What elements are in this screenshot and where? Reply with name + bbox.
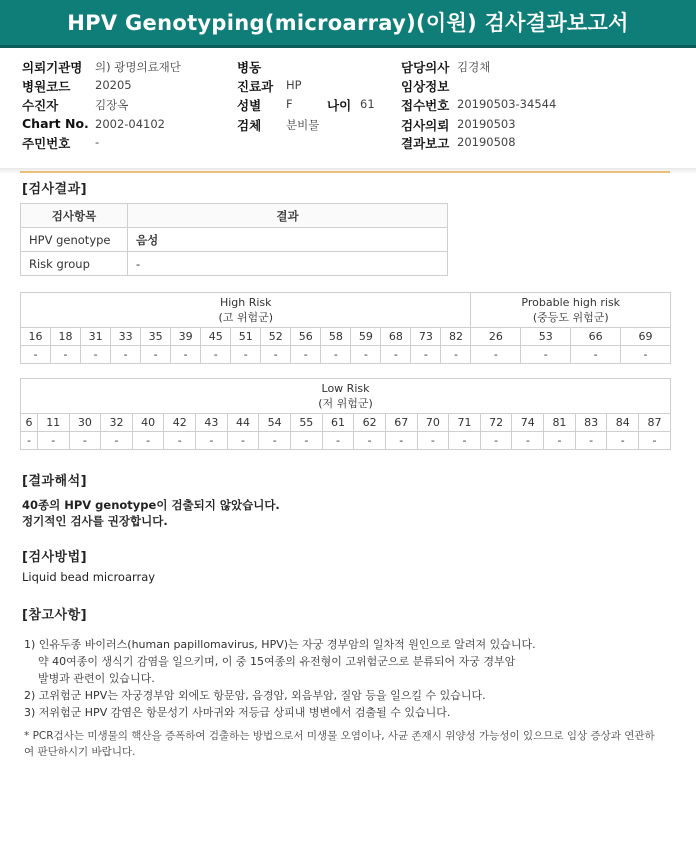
genotype-type-cell: 74 — [512, 414, 544, 432]
genotype-result-cell: - — [471, 346, 521, 364]
info-label-sex: 성별 — [237, 98, 262, 113]
info-label-request-date: 검사의뢰 — [401, 118, 450, 133]
genotype-type-cell: 55 — [291, 414, 323, 432]
genotype-type-cell: 32 — [101, 414, 133, 432]
notes-section-title: [참고사항] — [22, 608, 88, 623]
high-risk-sublabel: (고 위험군) — [218, 311, 274, 324]
genotype-type-cell: 43 — [196, 414, 228, 432]
low-risk-types-row — [21, 414, 671, 432]
info-label-hospital-code: 병원코드 — [22, 79, 71, 94]
info-label-resident-no: 주민번호 — [22, 136, 71, 151]
result-value-risk-group: - — [128, 252, 448, 276]
note-1-line-1: 1) 인유두종 바이러스(human papillomavirus, HPV)는 자궁 경부암의 일차적 원인으로 알려져 있습니다. — [24, 638, 536, 651]
probable-high-risk-label: Probable high risk — [521, 296, 621, 309]
low-risk-values-row — [21, 432, 671, 450]
genotype-type-cell: 66 — [571, 328, 621, 346]
info-label-institution: 의뢰기관명 — [22, 60, 83, 75]
genotype-result-cell: - — [322, 432, 354, 450]
high-risk-values-row — [21, 346, 671, 364]
genotype-type-cell: 26 — [471, 328, 521, 346]
genotype-type-cell: 56 — [291, 328, 321, 346]
genotype-type-cell: 70 — [417, 414, 449, 432]
genotype-result-cell: - — [607, 432, 639, 450]
genotype-result-cell: - — [21, 346, 51, 364]
genotype-result-cell: - — [69, 432, 101, 450]
method-text: Liquid bead microarray — [22, 570, 156, 584]
genotype-result-cell: - — [291, 346, 321, 364]
genotype-result-cell: - — [261, 346, 291, 364]
genotype-type-cell: 81 — [544, 414, 576, 432]
genotype-result-cell: - — [411, 346, 441, 364]
genotype-result-cell: - — [111, 346, 141, 364]
interpretation-line-1: 40종의 HPV genotype이 검출되지 않았습니다. — [22, 498, 280, 512]
genotype-type-cell: 71 — [449, 414, 481, 432]
result-value-genotype: 음성 — [128, 228, 448, 252]
genotype-type-cell: 51 — [231, 328, 261, 346]
table-row — [21, 228, 448, 252]
info-value-report-date: 20190508 — [457, 135, 516, 149]
info-label-receipt-no: 접수번호 — [401, 98, 450, 113]
genotype-result-cell: - — [512, 432, 544, 450]
high-risk-genotype-table — [20, 292, 671, 364]
genotype-result-cell: - — [81, 346, 111, 364]
report-title-bar — [0, 0, 696, 48]
genotype-type-cell: 31 — [81, 328, 111, 346]
genotype-type-cell: 40 — [132, 414, 164, 432]
table-row — [21, 252, 448, 276]
info-label-department: 진료과 — [237, 79, 274, 94]
notes-list — [24, 636, 536, 721]
high-risk-label: High Risk — [219, 296, 272, 309]
genotype-type-cell: 69 — [621, 328, 671, 346]
genotype-result-cell: - — [449, 432, 481, 450]
interpretation-line-2: 정기적인 검사를 권장합니다. — [22, 514, 168, 528]
info-value-patient: 김장옥 — [95, 98, 129, 112]
genotype-result-cell: - — [227, 432, 259, 450]
genotype-result-cell: - — [196, 432, 228, 450]
genotype-result-cell: - — [101, 432, 133, 450]
info-label-clinical-info: 임상정보 — [401, 79, 450, 94]
genotype-type-cell: 45 — [201, 328, 231, 346]
genotype-result-cell: - — [571, 346, 621, 364]
info-label-patient: 수진자 — [22, 98, 59, 113]
info-value-sex: F — [286, 97, 293, 111]
genotype-type-cell: 84 — [607, 414, 639, 432]
genotype-type-cell: 42 — [164, 414, 196, 432]
info-value-receipt-no: 20190503-34544 — [457, 97, 557, 111]
probable-high-risk-sublabel: (중등도 위험군) — [532, 311, 609, 324]
report-title: HPV Genotyping(microarray)(이원) 검사결과보고서 — [67, 11, 629, 35]
genotype-type-cell: 11 — [37, 414, 69, 432]
note-1-line-3: 발병과 관련이 있습니다. — [38, 672, 155, 685]
low-risk-genotype-table — [20, 378, 671, 450]
info-value-institution: 의) 광명의료재단 — [95, 60, 181, 74]
result-item-genotype: HPV genotype — [21, 228, 128, 252]
genotype-result-cell: - — [201, 346, 231, 364]
info-label-specimen: 검체 — [237, 118, 262, 133]
genotype-result-cell: - — [385, 432, 417, 450]
genotype-result-cell: - — [441, 346, 471, 364]
genotype-type-cell: 30 — [69, 414, 101, 432]
genotype-result-cell: - — [51, 346, 81, 364]
genotype-type-cell: 72 — [480, 414, 512, 432]
genotype-type-cell: 33 — [111, 328, 141, 346]
result-section-title: [검사결과] — [22, 182, 88, 197]
genotype-result-cell: - — [231, 346, 261, 364]
result-item-risk-group: Risk group — [21, 252, 128, 276]
genotype-result-cell: - — [544, 432, 576, 450]
genotype-type-cell: 67 — [385, 414, 417, 432]
info-label-ward: 병동 — [237, 60, 262, 75]
genotype-result-cell: - — [321, 346, 351, 364]
genotype-type-cell: 52 — [261, 328, 291, 346]
interpretation-section-title: [결과해석] — [22, 474, 88, 489]
info-label-age: 나이 — [327, 98, 352, 113]
genotype-type-cell: 58 — [321, 328, 351, 346]
genotype-type-cell: 44 — [227, 414, 259, 432]
genotype-result-cell: - — [417, 432, 449, 450]
genotype-type-cell: 68 — [381, 328, 411, 346]
genotype-type-cell: 16 — [21, 328, 51, 346]
pcr-footnote: * PCR검사는 미생물의 핵산을 증폭하여 검출하는 방법으로서 미생물 오염이나, 사균 존재시 위양성 가능성이 있으므로 임상 증상과 연관하여 판단하시기 바랍니다. — [24, 730, 655, 758]
genotype-result-cell: - — [351, 346, 381, 364]
info-value-physician: 김경채 — [457, 60, 491, 74]
info-label-chart-no: Chart No. — [22, 116, 89, 131]
genotype-type-cell: 62 — [354, 414, 386, 432]
genotype-type-cell: 73 — [411, 328, 441, 346]
probable-high-risk-group-header — [471, 293, 671, 328]
genotype-result-cell: - — [521, 346, 571, 364]
info-label-report-date: 결과보고 — [401, 136, 450, 151]
genotype-result-cell: - — [621, 346, 671, 364]
info-value-specimen: 분비물 — [286, 118, 320, 132]
genotype-type-cell: 53 — [521, 328, 571, 346]
genotype-type-cell: 87 — [639, 414, 671, 432]
genotype-result-cell: - — [141, 346, 171, 364]
genotype-type-cell: 54 — [259, 414, 291, 432]
genotype-type-cell: 61 — [322, 414, 354, 432]
table-header-row — [21, 204, 448, 228]
note-2: 2) 고위험군 HPV는 자궁경부암 외에도 항문암, 음경암, 외음부암, 질암 등을 일으킬 수 있습니다. — [24, 689, 486, 702]
info-value-hospital-code: 20205 — [95, 78, 132, 92]
info-value-age: 61 — [360, 97, 375, 111]
info-value-chart-no: 2002-04102 — [95, 117, 165, 131]
info-value-department: HP — [286, 78, 302, 92]
low-risk-sublabel: (저 위험군) — [318, 397, 373, 410]
section-divider — [20, 171, 670, 173]
method-section-title: [검사방법] — [22, 550, 88, 565]
patient-info-panel — [0, 56, 696, 169]
genotype-result-cell: - — [381, 346, 411, 364]
genotype-result-cell: - — [575, 432, 607, 450]
genotype-type-cell: 39 — [171, 328, 201, 346]
genotype-result-cell: - — [639, 432, 671, 450]
genotype-result-cell: - — [132, 432, 164, 450]
genotype-result-cell: - — [21, 432, 38, 450]
genotype-type-cell: 82 — [441, 328, 471, 346]
table-header-item: 검사항목 — [21, 204, 128, 228]
low-risk-group-header — [21, 379, 671, 414]
high-risk-group-header — [21, 293, 471, 328]
genotype-result-cell: - — [37, 432, 69, 450]
genotype-result-cell: - — [171, 346, 201, 364]
genotype-result-cell: - — [164, 432, 196, 450]
genotype-result-cell: - — [480, 432, 512, 450]
genotype-type-cell: 6 — [21, 414, 38, 432]
low-risk-label: Low Risk — [321, 382, 370, 395]
table-header-result: 결과 — [128, 204, 448, 228]
info-value-request-date: 20190503 — [457, 117, 516, 131]
genotype-type-cell: 59 — [351, 328, 381, 346]
genotype-result-cell: - — [354, 432, 386, 450]
genotype-result-cell: - — [291, 432, 323, 450]
genotype-result-cell: - — [259, 432, 291, 450]
genotype-type-cell: 18 — [51, 328, 81, 346]
info-value-resident-no: - — [95, 135, 100, 149]
high-risk-types-row — [21, 328, 671, 346]
note-3: 3) 저위험군 HPV 감염은 항문성기 사마귀와 저등급 상피내 병변에서 검출될 수 있습니다. — [24, 706, 451, 719]
note-1-line-2: 약 40여종이 생식기 감염을 일으키며, 이 중 15여종의 유전형이 고위험군으로 분류되어 자궁 경부암 — [38, 655, 516, 668]
genotype-type-cell: 83 — [575, 414, 607, 432]
result-summary-table — [20, 203, 448, 276]
genotype-type-cell: 35 — [141, 328, 171, 346]
info-label-physician: 담당의사 — [401, 60, 450, 75]
